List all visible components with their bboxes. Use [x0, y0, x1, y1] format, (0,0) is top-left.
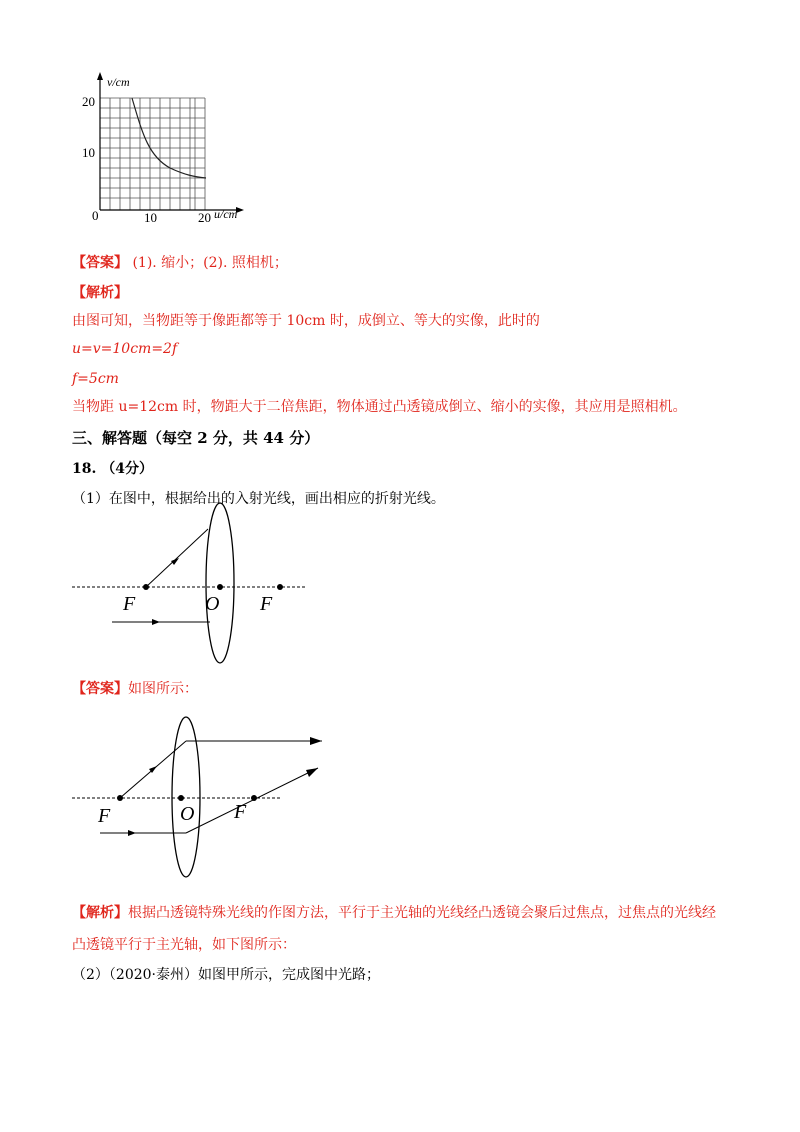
y-axis-label: v/cm [107, 75, 130, 89]
label-o: O [205, 593, 220, 615]
x-tick-0: 0 [92, 208, 99, 223]
answer-tag: 【答案】 [72, 255, 128, 271]
analysis-2-line-1 [72, 904, 716, 922]
analysis-line-3: f=5cm [72, 371, 119, 387]
focus-point-right [277, 584, 283, 590]
y-axis-arrow [97, 72, 103, 80]
lens-diagram-question [60, 500, 320, 670]
question-18-header: 18. （4分） [72, 461, 153, 477]
y-tick-20: 20 [82, 94, 95, 109]
label-f-right: F [234, 801, 247, 823]
lens-diagram-answer [60, 712, 340, 880]
x-tick-20: 20 [198, 210, 211, 225]
answer-text: (1). 缩小；(2). 照相机； [132, 255, 288, 271]
ray-arrow-4 [306, 768, 318, 777]
answer-tag: 【答案】 [72, 681, 128, 697]
ray-arrow-2 [152, 619, 160, 625]
optical-center [178, 795, 184, 801]
focus-point-left [143, 584, 149, 590]
graph-grid [100, 98, 205, 210]
answer-2 [72, 680, 198, 698]
analysis-line-2: u=v=10cm=2f [72, 341, 178, 357]
y-tick-10: 10 [82, 145, 95, 160]
question-18-part-1: （1）在图中，根据给出的入射光线，画出相应的折射光线。 [72, 491, 445, 507]
x-tick-10: 10 [144, 210, 157, 225]
analysis-tag: 【解析】 [72, 905, 128, 921]
section-title: 三、解答题（每空 2 分，共 44 分） [72, 429, 320, 447]
label-o: O [180, 803, 195, 825]
convex-lens [206, 503, 234, 663]
label-f-left: F [123, 593, 136, 615]
image-distance-graph [70, 72, 270, 230]
answer-1 [72, 254, 288, 272]
analysis-2-line-2: 凸透镜平行于主光轴，如下图所示： [72, 937, 296, 953]
label-f-right: F [260, 593, 273, 615]
refracted-ray-through-focus [186, 768, 318, 833]
analysis-line-4: 当物距 u=12cm 时，物距大于二倍焦距，物体通过凸透镜成倒立、缩小的实像，其应用是照相机。 [72, 399, 687, 415]
x-axis-label: u/cm [214, 207, 238, 221]
focus-point-right [251, 795, 257, 801]
ray-arrow-3 [128, 830, 136, 836]
incident-ray-through-focus [146, 529, 208, 587]
optical-center [217, 584, 223, 590]
question-18-part-2: （2）（2020·泰州）如图甲所示，完成图中光路； [72, 967, 380, 983]
analysis-line-1: 由图可知，当物距等于像距都等于 10cm 时，成倒立、等大的实像，此时的 [72, 313, 540, 329]
ray-arrow-2 [310, 737, 322, 745]
focus-point-left [117, 795, 123, 801]
label-f-left: F [98, 805, 111, 827]
answer-text: 如图所示： [128, 681, 198, 697]
analysis-text: 根据凸透镜特殊光线的作图方法，平行于主光轴的光线经凸透镜会聚后过焦点，过焦点的光线经 [128, 905, 716, 921]
ray-arrow-1 [171, 558, 179, 565]
analysis-tag: 【解析】 [72, 285, 128, 301]
